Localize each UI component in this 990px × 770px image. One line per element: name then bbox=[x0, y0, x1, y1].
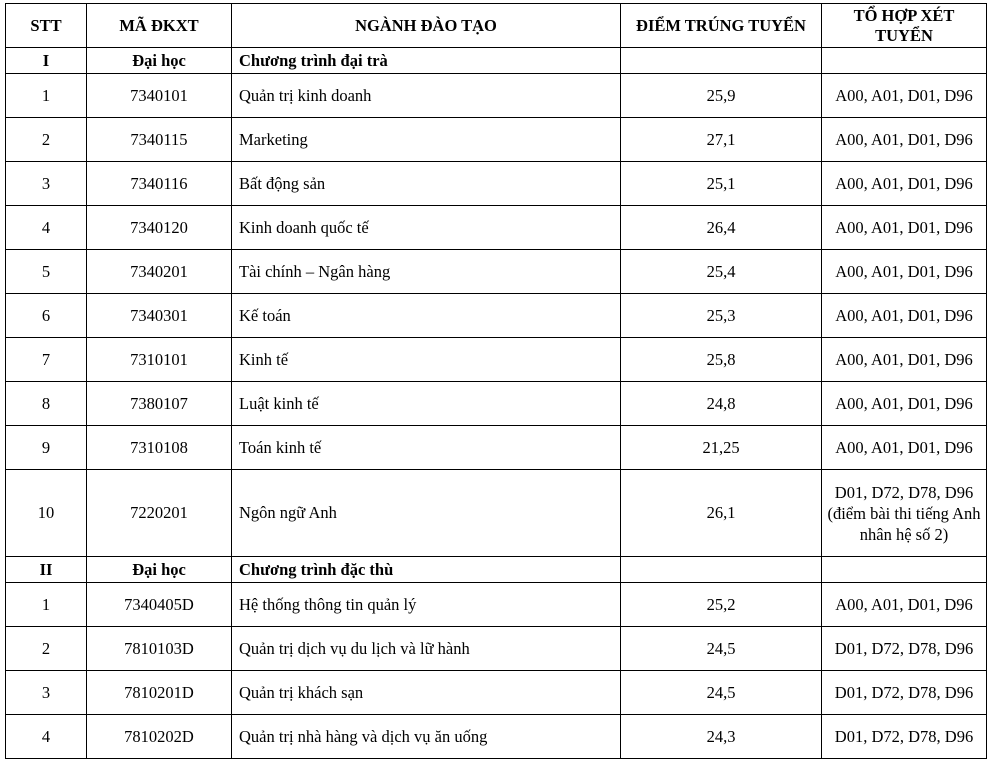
row-code: 7810202D bbox=[87, 715, 232, 759]
table-row bbox=[6, 583, 987, 627]
row-major: Tài chính – Ngân hàng bbox=[232, 250, 621, 294]
row-stt: 4 bbox=[6, 715, 87, 759]
row-code: 7810201D bbox=[87, 671, 232, 715]
section-score-empty bbox=[621, 557, 822, 583]
table-body bbox=[6, 48, 987, 759]
row-score: 25,4 bbox=[621, 250, 822, 294]
row-stt: 3 bbox=[6, 671, 87, 715]
row-combo: A00, A01, D01, D96 bbox=[822, 294, 987, 338]
table-row bbox=[6, 627, 987, 671]
admission-scores-table bbox=[5, 3, 987, 759]
header-code: MÃ ĐKXT bbox=[87, 4, 232, 48]
row-code: 7340116 bbox=[87, 162, 232, 206]
section-row bbox=[6, 557, 987, 583]
row-stt: 8 bbox=[6, 382, 87, 426]
table-row bbox=[6, 162, 987, 206]
table-row bbox=[6, 338, 987, 382]
row-score: 24,5 bbox=[621, 627, 822, 671]
row-code: 7380107 bbox=[87, 382, 232, 426]
row-code: 7220201 bbox=[87, 470, 232, 557]
row-score: 25,3 bbox=[621, 294, 822, 338]
row-major: Toán kinh tế bbox=[232, 426, 621, 470]
row-stt: 1 bbox=[6, 74, 87, 118]
row-stt: 2 bbox=[6, 627, 87, 671]
row-score: 24,8 bbox=[621, 382, 822, 426]
table-row bbox=[6, 470, 987, 557]
table-row bbox=[6, 382, 987, 426]
table-row bbox=[6, 206, 987, 250]
row-score: 21,25 bbox=[621, 426, 822, 470]
row-code: 7340101 bbox=[87, 74, 232, 118]
row-stt: 6 bbox=[6, 294, 87, 338]
row-major: Quản trị dịch vụ du lịch và lữ hành bbox=[232, 627, 621, 671]
row-score: 26,4 bbox=[621, 206, 822, 250]
row-stt: 9 bbox=[6, 426, 87, 470]
row-stt: 5 bbox=[6, 250, 87, 294]
section-score-empty bbox=[621, 48, 822, 74]
row-combo: A00, A01, D01, D96 bbox=[822, 338, 987, 382]
row-score: 25,1 bbox=[621, 162, 822, 206]
row-major: Luật kinh tế bbox=[232, 382, 621, 426]
row-major: Quản trị khách sạn bbox=[232, 671, 621, 715]
section-stt: II bbox=[6, 557, 87, 583]
row-combo: D01, D72, D78, D96 bbox=[822, 715, 987, 759]
row-code: 7340115 bbox=[87, 118, 232, 162]
row-major: Kinh tế bbox=[232, 338, 621, 382]
section-row bbox=[6, 48, 987, 74]
row-major: Kinh doanh quốc tế bbox=[232, 206, 621, 250]
row-major: Hệ thống thông tin quản lý bbox=[232, 583, 621, 627]
row-major: Bất động sản bbox=[232, 162, 621, 206]
row-stt: 7 bbox=[6, 338, 87, 382]
row-combo: D01, D72, D78, D96 bbox=[822, 671, 987, 715]
row-code: 7810103D bbox=[87, 627, 232, 671]
header-major: NGÀNH ĐÀO TẠO bbox=[232, 4, 621, 48]
section-program: Chương trình đại trà bbox=[232, 48, 621, 74]
row-combo: A00, A01, D01, D96 bbox=[822, 74, 987, 118]
row-stt: 10 bbox=[6, 470, 87, 557]
header-score: ĐIỂM TRÚNG TUYỂN bbox=[621, 4, 822, 48]
row-combo: A00, A01, D01, D96 bbox=[822, 250, 987, 294]
header-row bbox=[6, 4, 987, 48]
row-combo: D01, D72, D78, D96 bbox=[822, 627, 987, 671]
row-score: 25,9 bbox=[621, 74, 822, 118]
table-row bbox=[6, 426, 987, 470]
row-combo: A00, A01, D01, D96 bbox=[822, 426, 987, 470]
row-code: 7310101 bbox=[87, 338, 232, 382]
row-stt: 2 bbox=[6, 118, 87, 162]
table-row bbox=[6, 74, 987, 118]
row-code: 7340405D bbox=[87, 583, 232, 627]
row-combo: A00, A01, D01, D96 bbox=[822, 162, 987, 206]
table-row bbox=[6, 715, 987, 759]
row-code: 7340120 bbox=[87, 206, 232, 250]
row-score: 24,3 bbox=[621, 715, 822, 759]
section-stt: I bbox=[6, 48, 87, 74]
row-combo: D01, D72, D78, D96 (điểm bài thi tiếng Anh nhân hệ số 2) bbox=[822, 470, 987, 557]
row-major: Marketing bbox=[232, 118, 621, 162]
row-score: 25,2 bbox=[621, 583, 822, 627]
table-row bbox=[6, 671, 987, 715]
row-score: 26,1 bbox=[621, 470, 822, 557]
table-row bbox=[6, 250, 987, 294]
row-major: Quản trị kinh doanh bbox=[232, 74, 621, 118]
section-combo-empty bbox=[822, 48, 987, 74]
section-program: Chương trình đặc thù bbox=[232, 557, 621, 583]
row-stt: 1 bbox=[6, 583, 87, 627]
section-level: Đại học bbox=[87, 48, 232, 74]
row-combo: A00, A01, D01, D96 bbox=[822, 382, 987, 426]
header-combo: TỔ HỢP XÉT TUYỂN bbox=[822, 4, 987, 48]
row-stt: 3 bbox=[6, 162, 87, 206]
row-combo: A00, A01, D01, D96 bbox=[822, 118, 987, 162]
row-combo: A00, A01, D01, D96 bbox=[822, 206, 987, 250]
row-combo: A00, A01, D01, D96 bbox=[822, 583, 987, 627]
header-stt: STT bbox=[6, 4, 87, 48]
row-code: 7340201 bbox=[87, 250, 232, 294]
row-major: Ngôn ngữ Anh bbox=[232, 470, 621, 557]
row-code: 7310108 bbox=[87, 426, 232, 470]
row-code: 7340301 bbox=[87, 294, 232, 338]
table-row bbox=[6, 118, 987, 162]
section-level: Đại học bbox=[87, 557, 232, 583]
row-stt: 4 bbox=[6, 206, 87, 250]
row-major: Quản trị nhà hàng và dịch vụ ăn uống bbox=[232, 715, 621, 759]
section-combo-empty bbox=[822, 557, 987, 583]
row-score: 24,5 bbox=[621, 671, 822, 715]
row-score: 27,1 bbox=[621, 118, 822, 162]
table-row bbox=[6, 294, 987, 338]
row-major: Kế toán bbox=[232, 294, 621, 338]
row-score: 25,8 bbox=[621, 338, 822, 382]
